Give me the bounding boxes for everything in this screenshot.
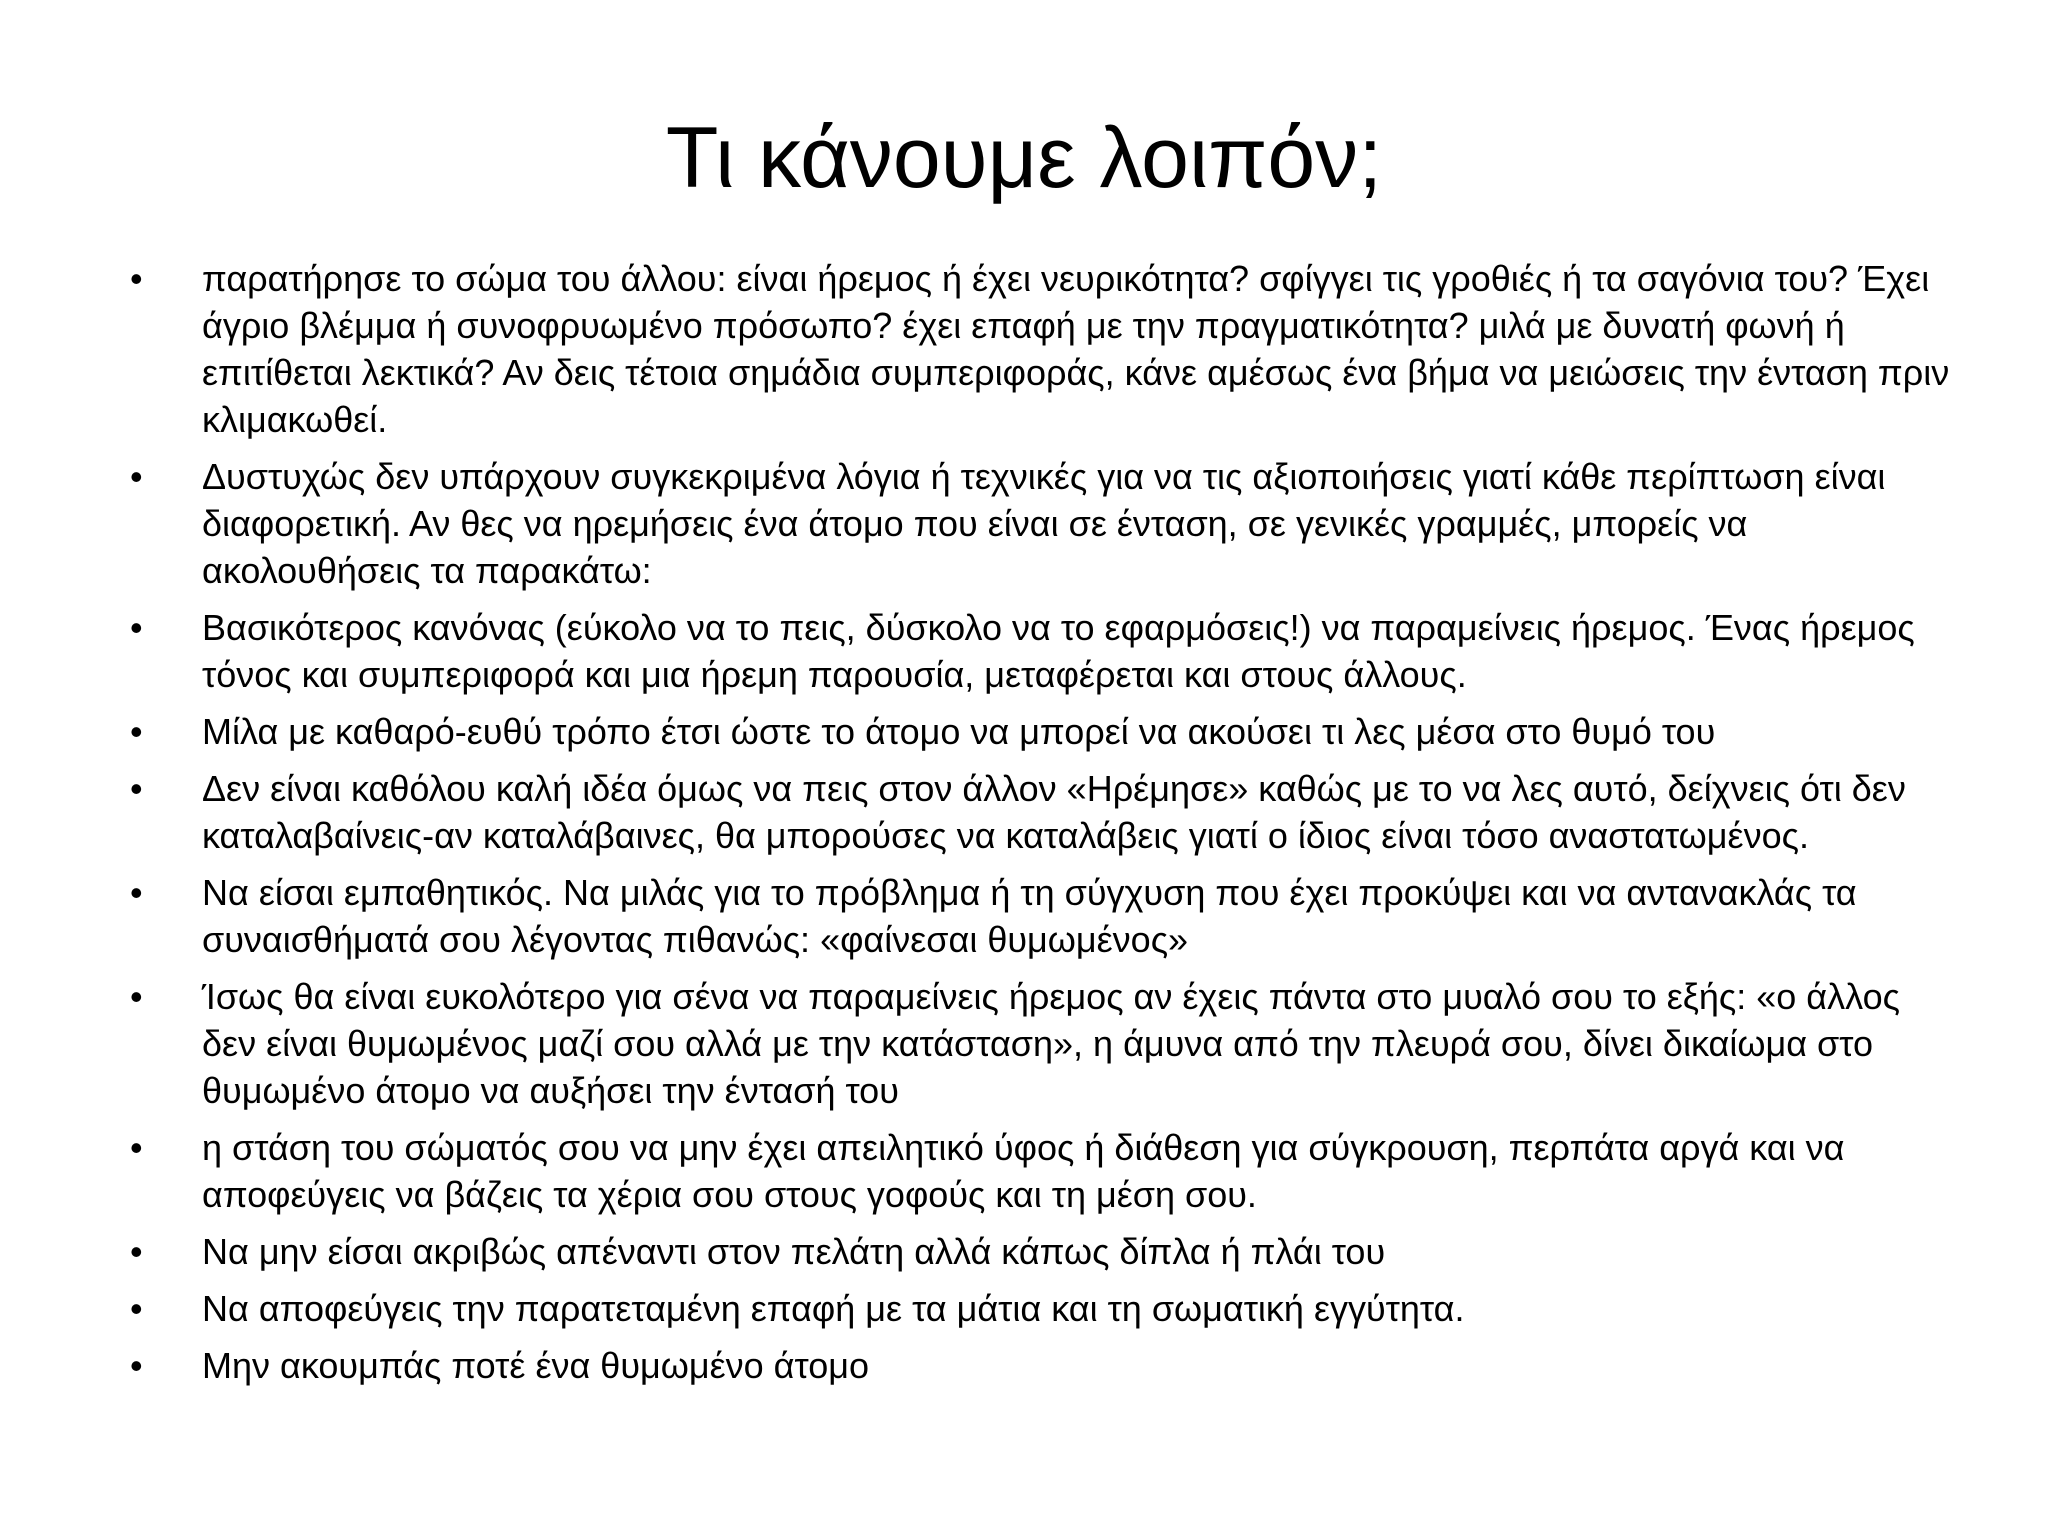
bullet-icon: •	[130, 456, 143, 497]
bullet-icon: •	[130, 1345, 143, 1386]
bullet-text: Να είσαι εμπαθητικός. Να μιλάς για το πρόβλημα ή τη σύγχυση που έχει προκύψει και να αντανακλάς τα συναισθήματά σου λέγοντας πιθανώς: «φαίνεσαι θυμωμένος»	[202, 872, 1857, 960]
bullet-text: παρατήρησε το σώμα του άλλου: είναι ήρεμος ή έχει νευρικότητα? σφίγγει τις γροθιές ή τα σαγόνια του? Έχει άγριο βλέμμα ή συνοφρυωμένο πρόσωπο? έχει επαφή με την πραγματικότητα? μιλά με δυνατή φωνή ή επιτίθεται λεκτικά? Αν δεις τέτοια σημάδια συμπεριφοράς, κάνε αμέσως ένα βήμα να μειώσεις την ένταση πριν κλιμακωθεί.	[202, 258, 1950, 440]
list-item	[130, 1285, 1960, 1332]
bullet-icon: •	[130, 768, 143, 809]
list-item	[130, 453, 1960, 594]
bullet-text: η στάση του σώματός σου να μην έχει απειλητικό ύφος ή διάθεση για σύγκρουση, περπάτα αργά και να αποφεύγεις να βάζεις τα χέρια σου στους γοφούς και τη μέση σου.	[202, 1127, 1845, 1215]
bullet-icon: •	[130, 976, 143, 1017]
bullet-text: Βασικότερος κανόνας (εύκολο να το πεις, δύσκολο να το εφαρμόσεις!) να παραμείνεις ήρεμος. Ένας ήρεμος τόνος και συμπεριφορά και μια ήρεμη παρουσία, μεταφέρεται και στους άλλους.	[202, 607, 1915, 695]
bullet-icon: •	[130, 1288, 143, 1329]
bullet-icon: •	[130, 1231, 143, 1272]
list-item	[130, 1342, 1960, 1389]
list-item	[130, 1228, 1960, 1275]
bullet-text: Δεν είναι καθόλου καλή ιδέα όμως να πεις στον άλλον «Ηρέμησε» καθώς με το να λες αυτό, δείχνεις ότι δεν καταλαβαίνεις-αν καταλάβαινες, θα μπορούσες να καταλάβεις γιατί ο ίδιος είναι τόσο αναστατωμένος.	[202, 768, 1906, 856]
list-item	[130, 1124, 1960, 1218]
bullet-text: Να μην είσαι ακριβώς απέναντι στον πελάτη αλλά κάπως δίπλα ή πλάι του	[202, 1231, 1386, 1272]
bullet-text: Να αποφεύγεις την παρατεταμένη επαφή με τα μάτια και τη σωματική εγγύτητα.	[202, 1288, 1465, 1329]
bullet-text: Μην ακουμπάς ποτέ ένα θυμωμένο άτομο	[202, 1345, 869, 1386]
bullet-text: Δυστυχώς δεν υπάρχουν συγκεκριμένα λόγια ή τεχνικές για να τις αξιοποιήσεις γιατί κάθε περίπτωση είναι διαφορετική. Αν θες να ηρεμήσεις ένα άτομο που είναι σε ένταση, σε γενικές γραμμές, μπορείς να ακολουθήσεις τα παρακάτω:	[202, 456, 1886, 591]
list-item	[130, 604, 1960, 698]
list-item	[130, 708, 1960, 755]
bullet-icon: •	[130, 872, 143, 913]
list-item	[130, 765, 1960, 859]
bullet-text: Ίσως θα είναι ευκολότερο για σένα να παραμείνεις ήρεμος αν έχεις πάντα στο μυαλό σου το εξής: «ο άλλος δεν είναι θυμωμένος μαζί σου αλλά με την κατάσταση», η άμυνα από την πλευρά σου, δίνει δικαίωμα στο θυμωμένο άτομο να αυξήσει την έντασή του	[202, 976, 1900, 1111]
bullet-icon: •	[130, 258, 143, 299]
bullet-text: Μίλα με καθαρό-ευθύ τρόπο έτσι ώστε το άτομο να μπορεί να ακούσει τι λες μέσα στο θυμό του	[202, 711, 1716, 752]
list-item	[130, 973, 1960, 1114]
slide-title: Τι κάνουμε λοιπόν;	[665, 110, 1383, 206]
bullet-list	[130, 255, 1960, 1399]
bullet-icon: •	[130, 711, 143, 752]
list-item	[130, 255, 1960, 443]
bullet-icon: •	[130, 607, 143, 648]
list-item	[130, 869, 1960, 963]
bullet-icon: •	[130, 1127, 143, 1168]
